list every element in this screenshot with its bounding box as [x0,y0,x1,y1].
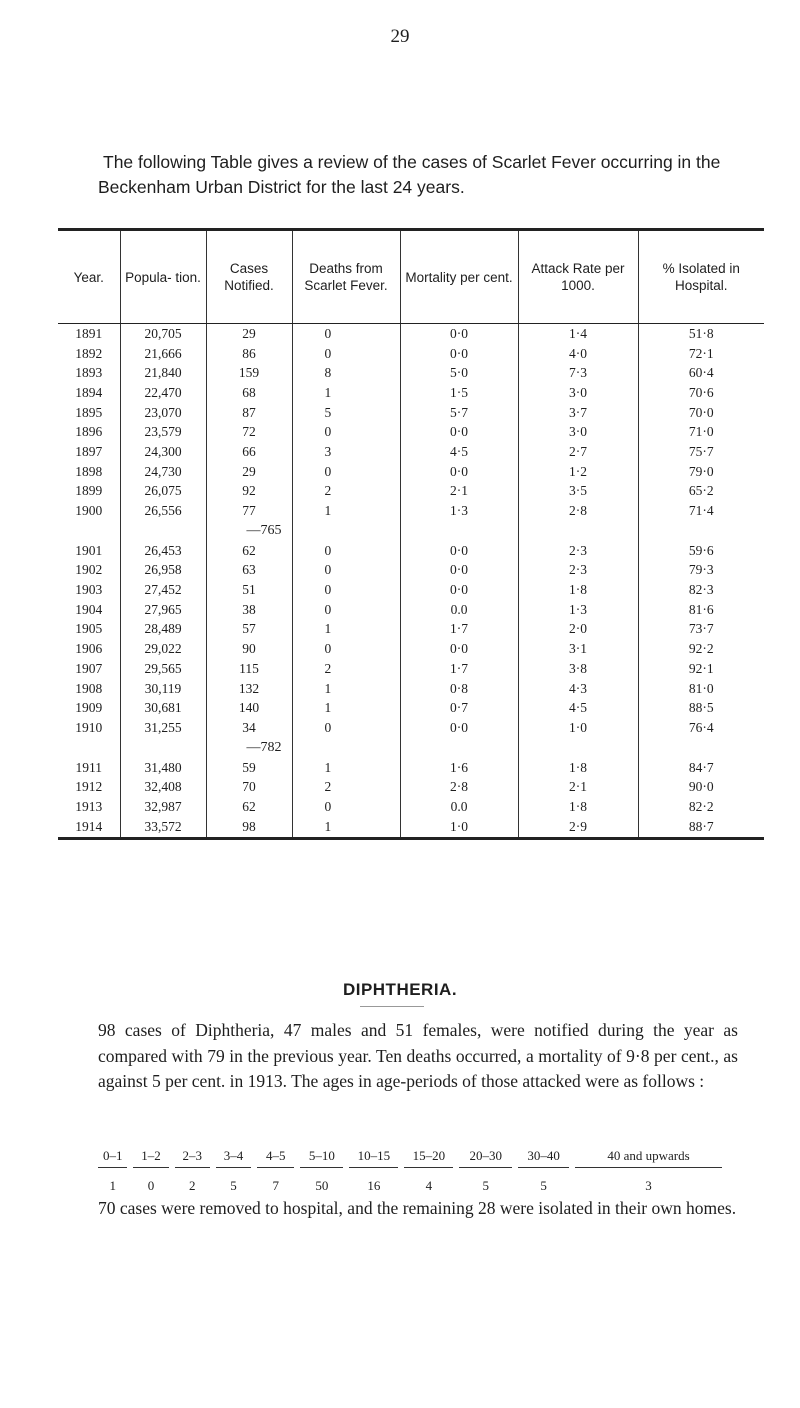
cell-mortality: 0·0 [400,462,518,482]
table-row [58,324,764,344]
subtotal-empty [120,521,206,541]
header-year: Year. [58,230,120,324]
cell-deaths: 0 [292,580,400,600]
subtotal-row [58,521,764,541]
cell-year: 1907 [75,660,103,676]
cell-isolated: 90·0 [638,777,764,797]
cell-deaths: 2 [292,482,400,502]
subtotal-empty [400,521,518,541]
cell-year: 1910 [75,719,103,735]
table-row [58,462,764,482]
cell-population: 21,840 [120,363,206,383]
cell-mortality: 0·0 [400,422,518,442]
age-value: 0 [147,1178,155,1193]
cell-isolated: 88·7 [638,817,764,838]
cell-isolated: 92·1 [638,659,764,679]
cell-cases: 29 [206,324,292,344]
age-value: 5 [230,1178,237,1193]
cell-deaths: 0 [292,797,400,817]
cell-cases: 66 [206,442,292,462]
table-row [58,482,764,502]
table-row [58,600,764,620]
cell-mortality: 0·0 [400,718,518,738]
table-row [58,501,764,521]
table-row [58,383,764,403]
cell-isolated: 75·7 [638,442,764,462]
cell-cases: 86 [206,344,292,364]
cell-isolated: 59·6 [638,541,764,561]
diphtheria-paragraph-1: 98 cases of Diphtheria, 47 males and 51 females, were notified during the year as compared with 79 in the previous year. Ten deaths occurred, a mortality of 9·8 per cent., as against 5 per cent. in 1913. The ages in age-periods of those attacked were as follows : [98,1020,738,1091]
table-row [58,363,764,383]
age-periods-table [98,1148,728,1194]
cell-attack-rate: 3·8 [518,659,638,679]
cell-isolated: 82·2 [638,797,764,817]
cell-attack-rate: 2·1 [518,777,638,797]
scarlet-fever-table [58,228,764,840]
cell-mortality: 4·5 [400,442,518,462]
age-label: 5–10 [300,1148,343,1168]
table-header-row [58,230,764,324]
cell-deaths: 1 [292,817,400,838]
cell-attack-rate: 3·1 [518,639,638,659]
subtotal-empty [400,738,518,758]
cell-deaths: 0 [292,462,400,482]
cell-deaths: 8 [292,363,400,383]
cell-year: 1913 [75,798,103,814]
age-values-row [98,1178,728,1194]
cell-cases: 87 [206,403,292,423]
subtotal-cases: —765 [206,521,292,541]
cell-deaths: 2 [292,777,400,797]
cell-mortality: 1·0 [400,817,518,838]
cell-deaths: 0 [292,344,400,364]
cell-population: 29,022 [120,639,206,659]
cell-deaths: 1 [292,698,400,718]
cell-isolated: 81·6 [638,600,764,620]
cell-population: 24,730 [120,462,206,482]
cell-year: 1899 [75,483,103,499]
cell-mortality: 1·6 [400,758,518,778]
cell-year: 1900 [75,503,103,519]
cell-cases: 38 [206,600,292,620]
cell-isolated: 81·0 [638,679,764,699]
subtotal-empty [58,521,120,541]
cell-isolated: 70·0 [638,403,764,423]
cell-deaths: 2 [292,659,400,679]
cell-population: 30,681 [120,698,206,718]
intro-paragraph: The following Table gives a review of the cases of Scarlet Fever occurring in the Beckenham Urban District for the last 24 years. [98,152,721,197]
cell-cases: 132 [206,679,292,699]
cell-deaths: 5 [292,403,400,423]
cell-year: 1892 [75,345,103,361]
diphtheria-title: DIPHTHERIA. [342,980,458,999]
cell-mortality: 1·7 [400,620,518,640]
cell-cases: 63 [206,561,292,581]
cell-year: 1904 [75,601,103,617]
cell-isolated: 84·7 [638,758,764,778]
cell-year: 1905 [75,621,103,637]
cell-isolated: 82·3 [638,580,764,600]
table-row [58,758,764,778]
cell-isolated: 88·5 [638,698,764,718]
cell-mortality: 0·0 [400,639,518,659]
cell-isolated: 79·0 [638,462,764,482]
cell-year: 1914 [58,817,120,838]
cell-deaths: 0 [292,422,400,442]
table-row [58,659,764,679]
cell-attack-rate: 2·0 [518,620,638,640]
cell-isolated: 71·4 [638,501,764,521]
table-row [58,698,764,718]
cell-cases: 62 [206,797,292,817]
cell-isolated: 72·1 [638,344,764,364]
cell-isolated: 92·2 [638,639,764,659]
cell-deaths: 0 [292,639,400,659]
cell-population: 27,452 [120,580,206,600]
cell-population: 26,453 [120,541,206,561]
cell-deaths: 0 [292,324,400,344]
cell-mortality: 1·7 [400,659,518,679]
cell-attack-rate: 1·3 [518,600,638,620]
table-row [58,639,764,659]
cell-year: 1903 [75,582,103,598]
page-number: 29 [390,26,410,47]
cell-attack-rate: 1·4 [518,324,638,344]
cell-attack-rate: 2·9 [518,817,638,838]
cell-population: 27,965 [120,600,206,620]
cell-attack-rate: 3·7 [518,403,638,423]
cell-population: 32,408 [120,777,206,797]
age-value: 5 [482,1178,489,1193]
cell-year: 1909 [75,700,103,716]
section-rule [360,1006,424,1007]
cell-population: 33,572 [120,817,206,838]
cell-mortality: 0·0 [400,580,518,600]
subtotal-empty [292,738,400,758]
cell-population: 24,300 [120,442,206,462]
age-label: 40 and upwards [575,1148,722,1168]
cell-attack-rate: 3·5 [518,482,638,502]
cell-attack-rate: 3·0 [518,383,638,403]
cell-cases: 92 [206,482,292,502]
cell-cases: 57 [206,620,292,640]
cell-cases: 70 [206,777,292,797]
cell-mortality: 0·0 [400,324,518,344]
cell-cases: 77 [206,501,292,521]
cell-cases: 34 [206,718,292,738]
subtotal-cases: —782 [206,738,292,758]
cell-population: 23,070 [120,403,206,423]
cell-population: 31,255 [120,718,206,738]
cell-year: 1908 [75,680,103,696]
cell-year: 1891 [75,325,103,341]
cell-deaths: 0 [292,541,400,561]
cell-isolated: 65·2 [638,482,764,502]
subtotal-empty [292,521,400,541]
cell-cases: 98 [206,817,292,838]
cell-isolated: 79·3 [638,561,764,581]
subtotal-empty [120,738,206,758]
cell-deaths: 1 [292,758,400,778]
cell-deaths: 3 [292,442,400,462]
subtotal-empty [518,738,638,758]
diphtheria-paragraph-2: 70 cases were removed to hospital, and the remaining 28 were isolated in their own homes. [98,1198,737,1218]
cell-population: 26,556 [120,501,206,521]
cell-attack-rate: 1·8 [518,797,638,817]
table-row [58,442,764,462]
header-isolated: % Isolated in Hospital. [638,230,764,324]
cell-cases: 72 [206,422,292,442]
cell-attack-rate: 1·8 [518,580,638,600]
cell-deaths: 1 [292,679,400,699]
subtotal-empty [638,738,764,758]
cell-isolated: 51·8 [638,324,764,344]
table-row [58,422,764,442]
table-row [58,541,764,561]
cell-attack-rate: 2·3 [518,561,638,581]
cell-cases: 29 [206,462,292,482]
cell-year: 1894 [75,384,103,400]
table-row [58,403,764,423]
cell-attack-rate: 1·0 [518,718,638,738]
cell-cases: 90 [206,639,292,659]
cell-population: 29,565 [120,659,206,679]
cell-mortality: 1·5 [400,383,518,403]
cell-year: 1901 [75,542,103,558]
age-label: 2–3 [175,1148,210,1168]
table-row [58,344,764,364]
header-mortality: Mortality per cent. [400,230,518,324]
cell-cases: 51 [206,580,292,600]
header-cases: Cases Notified. [206,230,292,324]
cell-population: 20,705 [120,324,206,344]
age-value: 16 [367,1178,381,1193]
cell-population: 26,075 [120,482,206,502]
cell-mortality: 0·8 [400,679,518,699]
age-label: 15–20 [404,1148,453,1168]
cell-isolated: 73·7 [638,620,764,640]
cell-deaths: 1 [292,620,400,640]
cell-mortality: 1·3 [400,501,518,521]
cell-mortality: 0.0 [400,600,518,620]
cell-mortality: 2·1 [400,482,518,502]
cell-deaths: 1 [292,383,400,403]
age-value: 7 [272,1178,279,1193]
age-value: 3 [645,1178,652,1193]
cell-mortality: 0.0 [400,797,518,817]
cell-cases: 62 [206,541,292,561]
age-value: 4 [425,1178,433,1193]
cell-year: 1895 [75,404,103,420]
cell-deaths: 0 [292,718,400,738]
subtotal-empty [58,738,120,758]
cell-population: 21,666 [120,344,206,364]
cell-attack-rate: 2·8 [518,501,638,521]
cell-year: 1898 [75,463,103,479]
cell-attack-rate: 2·7 [518,442,638,462]
table-row [58,777,764,797]
table-row [58,718,764,738]
header-attack-rate: Attack Rate per 1000. [518,230,638,324]
cell-population: 28,489 [120,620,206,640]
age-label: 10–15 [349,1148,398,1168]
cell-attack-rate: 4·0 [518,344,638,364]
cell-mortality: 5·0 [400,363,518,383]
cell-mortality: 5·7 [400,403,518,423]
cell-year: 1893 [75,365,103,381]
age-label: 3–4 [216,1148,251,1168]
table-row [58,620,764,640]
cell-cases: 59 [206,758,292,778]
cell-deaths: 0 [292,600,400,620]
cell-population: 23,579 [120,422,206,442]
cell-year: 1906 [75,641,103,657]
subtotal-row [58,738,764,758]
table-row [58,561,764,581]
table-row [58,817,764,838]
cell-attack-rate: 7·3 [518,363,638,383]
cell-attack-rate: 4·5 [518,698,638,718]
subtotal-empty [518,521,638,541]
cell-isolated: 76·4 [638,718,764,738]
table-row [58,797,764,817]
age-label: 1–2 [133,1148,168,1168]
cell-year: 1896 [75,424,103,440]
age-value: 2 [189,1178,196,1193]
header-deaths: Deaths from Scarlet Fever. [292,230,400,324]
cell-year: 1911 [75,759,102,775]
subtotal-empty [638,521,764,541]
cell-mortality: 0·0 [400,541,518,561]
cell-mortality: 0·7 [400,698,518,718]
header-population: Popula- tion. [120,230,206,324]
cell-attack-rate: 4·3 [518,679,638,699]
cell-isolated: 60·4 [638,363,764,383]
cell-attack-rate: 1·8 [518,758,638,778]
age-label: 20–30 [459,1148,512,1168]
cell-mortality: 0·0 [400,344,518,364]
age-label: 4–5 [257,1148,294,1168]
cell-year: 1897 [75,443,103,459]
cell-deaths: 0 [292,561,400,581]
cell-attack-rate: 1·2 [518,462,638,482]
cell-cases: 140 [206,698,292,718]
cell-mortality: 2·8 [400,777,518,797]
age-value: 1 [109,1178,116,1193]
cell-attack-rate: 3·0 [518,422,638,442]
table-row [58,679,764,699]
age-value: 5 [540,1178,547,1193]
cell-mortality: 0·0 [400,561,518,581]
cell-isolated: 70·6 [638,383,764,403]
cell-population: 31,480 [120,758,206,778]
age-value: 50 [315,1178,329,1193]
cell-population: 26,958 [120,561,206,581]
cell-year: 1902 [75,562,103,578]
cell-cases: 115 [206,659,292,679]
cell-attack-rate: 2·3 [518,541,638,561]
age-labels-row [98,1148,728,1168]
table-body [58,324,764,839]
cell-population: 32,987 [120,797,206,817]
cell-year: 1912 [75,779,103,795]
cell-population: 22,470 [120,383,206,403]
cell-cases: 68 [206,383,292,403]
cell-population: 30,119 [120,679,206,699]
scarlet-fever-table-wrap [58,228,764,840]
cell-deaths: 1 [292,501,400,521]
table-row [58,580,764,600]
cell-isolated: 71·0 [638,422,764,442]
cell-cases: 159 [206,363,292,383]
age-label: 0–1 [98,1148,127,1168]
age-label: 30–40 [518,1148,569,1168]
